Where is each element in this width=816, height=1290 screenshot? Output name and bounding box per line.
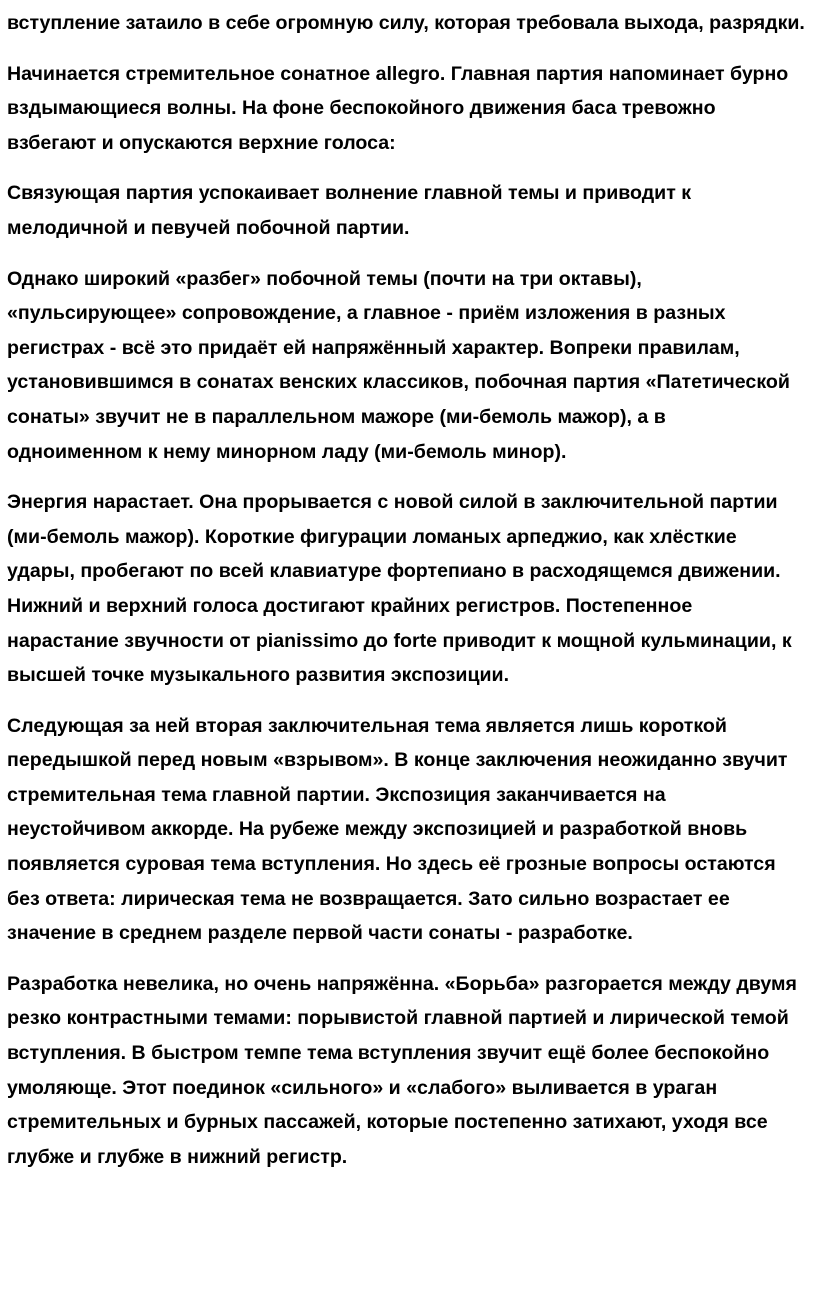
paragraph-intro-continuation: вступление затаило в себе огромную силу, которая требовала выхода, разрядки. [7, 12, 805, 34]
paragraph-closing-part: Энергия нарастает. Она прорывается с новой силой в заключительной партии (ми-бемоль мажор). Короткие фигурации ломаных арпеджио, как хлёсткие удары, пробегают по всей клавиатуре фортепиано в расходящемся движении. Нижний и верхний голоса достигают крайних регистров. Постепенное нарастание звучности от pianissimo до forte приводит к мощной кульминации, к высшей точке музыкального развития экспозиции. [7, 491, 792, 687]
paragraph-secondary-theme: Однако широкий «разбег» побочной темы (почти на три октавы), «пульсирующее» сопровождение, а главное - приём изложения в разных регистрах - всё это придаёт ей напряжённый характер. Вопреки правилам, установившимся в сонатах венских классиков, побочная партия «Патетической сонаты» звучит не в параллельном мажоре (ми-бемоль мажор), а в одноименном к нему минорном ладу (ми-бемоль минор). [7, 267, 790, 463]
paragraph-allegro: Начинается стремительное сонатное allegro. Главная партия напоминает бурно вздымающиеся волны. На фоне беспокойного движения баса тревожно взбегают и опускаются верхние голоса: [7, 62, 789, 154]
paragraph-second-closing-theme: Следующая за ней вторая заключительная тема является лишь короткой передышкой перед новым «взрывом». В конце заключения неожиданно звучит стремительная тема главной партии. Экспозиция заканчивается на неустойчивом аккорде. На рубеже между экспозицией и разработкой вновь появляется суровая тема вступления. Но здесь её грозные вопросы остаются без ответа: лирическая тема не возвращается. Зато сильно возрастает ее значение в среднем разделе первой части сонаты - разработке. [7, 714, 788, 945]
paragraph-connecting-part: Связующая партия успокаивает волнение главной темы и приводит к мелодичной и певучей побочной партии. [7, 182, 692, 239]
paragraph-development: Разработка невелика, но очень напряжённа. «Борьба» разгорается между двумя резко контрастными темами: порывистой главной партией и лирической темой вступления. В быстром темпе тема вступления звучит ещё более беспокойно умоляюще. Этот поединок «сильного» и «слабого» выливается в ураган стремительных и бурных пассажей, которые постепенно затихают, уходя все глубже и глубже в нижний регистр. [7, 972, 797, 1168]
